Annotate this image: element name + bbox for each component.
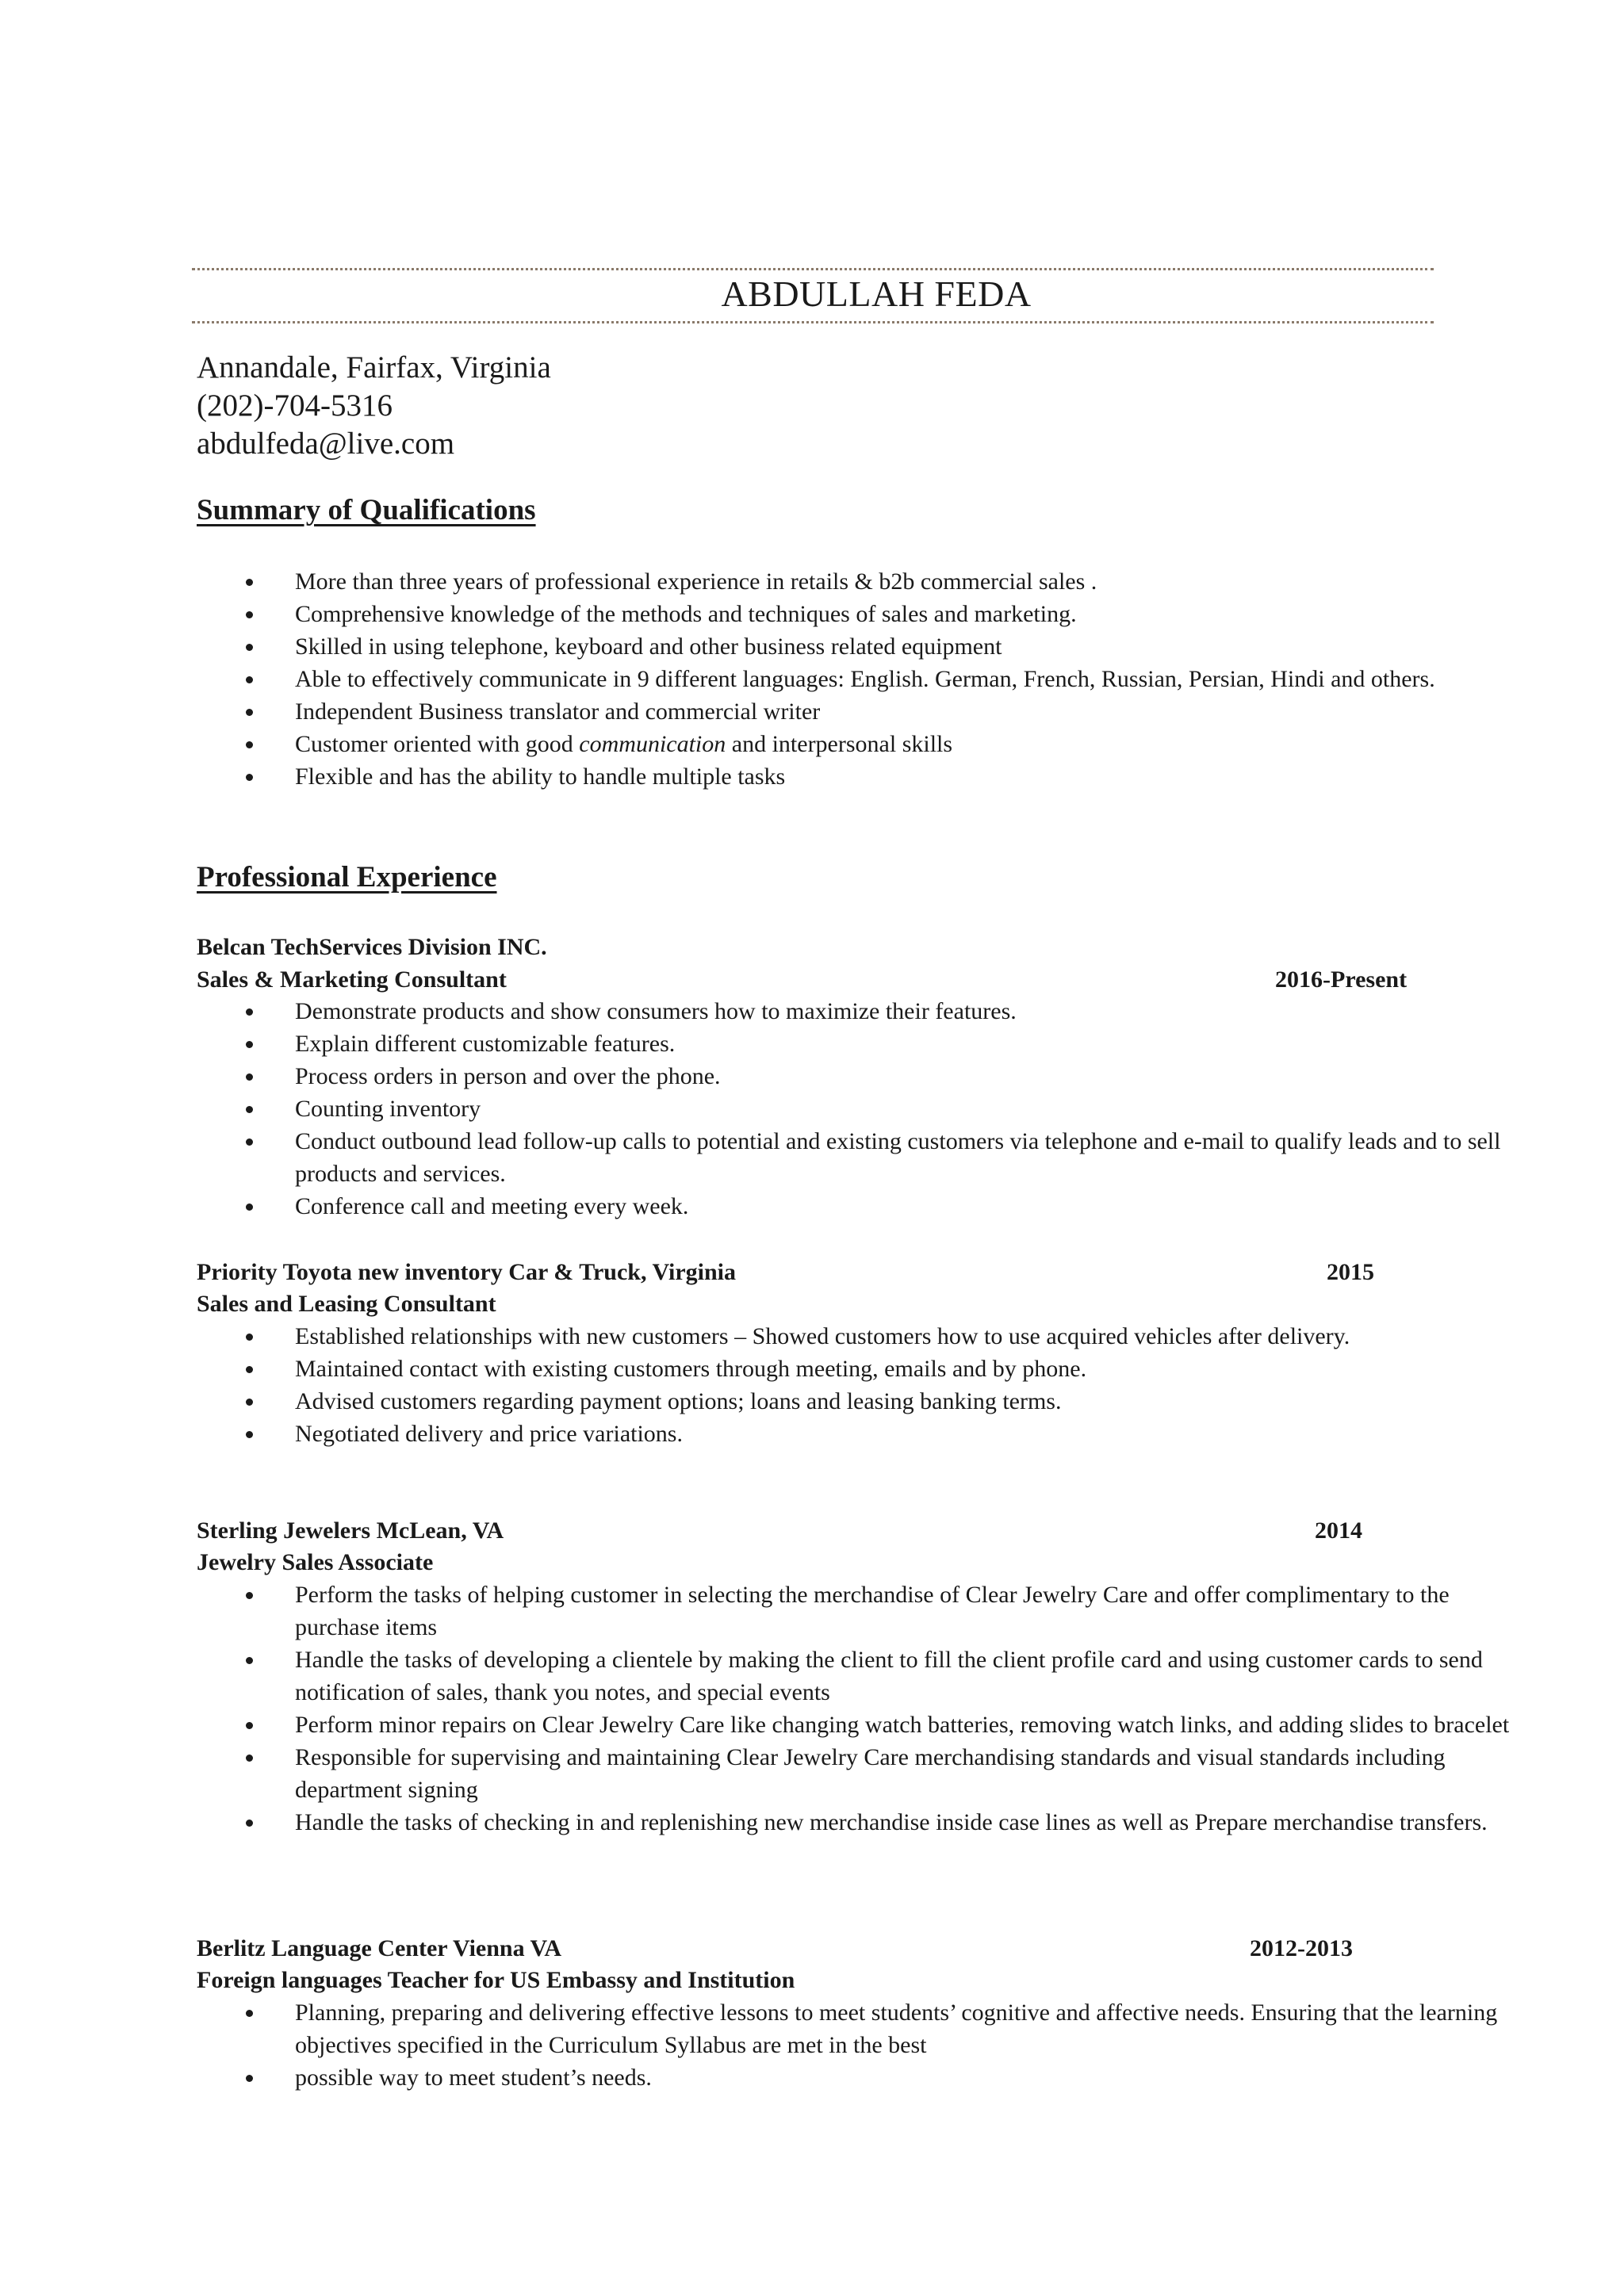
job-bullet: Handle the tasks of developing a clientele by making the client to fill the client profile card and using customer cards to send notification of sales, thank you notes, and special events bbox=[197, 1644, 1513, 1709]
job-bullet: Perform the tasks of helping customer in selecting the merchandise of Clear Jewelry Care and offer complimentary to the purchase items bbox=[197, 1578, 1513, 1644]
contact-phone: (202)-704-5316 bbox=[197, 388, 393, 423]
job-bullets bbox=[197, 1996, 1513, 2094]
job-title: Sales and Leasing Consultant bbox=[197, 1291, 496, 1317]
job-bullet: Handle the tasks of checking in and replenishing new merchandise inside case lines as well as Prepare merchandise transfers. bbox=[197, 1806, 1513, 1839]
summary-item: Able to effectively communicate in 9 different languages: English. German, French, Russian, Persian, Hindi and others. bbox=[197, 663, 1513, 695]
job-company: Berlitz Language Center Vienna VA bbox=[197, 1935, 562, 1961]
summary-item: Customer oriented with good communication and interpersonal skills bbox=[197, 728, 1513, 760]
job-date: 2015 bbox=[1327, 1259, 1374, 1285]
job-bullet: Counting inventory bbox=[197, 1093, 1513, 1125]
experience-heading: Professional Experience bbox=[197, 861, 497, 894]
bullet-icon bbox=[246, 741, 253, 748]
bullet-icon bbox=[246, 1755, 253, 1762]
bullet-icon bbox=[246, 1334, 253, 1341]
bullet-icon bbox=[246, 709, 253, 716]
bullet-icon bbox=[246, 2010, 253, 2017]
contact-email: abdulfeda@live.com bbox=[197, 427, 455, 461]
job-bullet: Maintained contact with existing customers through meeting, emails and by phone. bbox=[197, 1353, 1513, 1385]
job-bullet: Advised customers regarding payment options; loans and leasing banking terms. bbox=[197, 1385, 1513, 1418]
bullet-icon bbox=[246, 1138, 253, 1146]
summary-item: Skilled in using telephone, keyboard and other business related equipment bbox=[197, 630, 1513, 663]
job-bullet: Negotiated delivery and price variations. bbox=[197, 1418, 1513, 1450]
job-bullet: possible way to meet student’s needs. bbox=[197, 2061, 1513, 2094]
bullet-icon bbox=[246, 676, 253, 683]
summary-item: Comprehensive knowledge of the methods and techniques of sales and marketing. bbox=[197, 598, 1513, 630]
header-top-rule bbox=[192, 268, 1434, 270]
job-bullet: Conference call and meeting every week. bbox=[197, 1190, 1513, 1223]
job-bullet: Planning, preparing and delivering effective lessons to meet students’ cognitive and affective needs. Ensuring that the learning objectives specified in the Curriculum Syllabus are met in the best bbox=[197, 1996, 1513, 2061]
summary-list bbox=[197, 565, 1513, 793]
bullet-icon bbox=[246, 644, 253, 651]
job-bullets bbox=[197, 1578, 1513, 1839]
bullet-icon bbox=[246, 1366, 253, 1373]
bullet-icon bbox=[246, 1722, 253, 1729]
job-title: Jewelry Sales Associate bbox=[197, 1549, 434, 1575]
bullet-icon bbox=[246, 579, 253, 586]
bullet-icon bbox=[246, 611, 253, 618]
contact-location: Annandale, Fairfax, Virginia bbox=[197, 350, 551, 385]
job-bullets bbox=[197, 995, 1513, 1223]
bullet-icon bbox=[246, 2075, 253, 2082]
bullet-icon bbox=[246, 1657, 253, 1664]
summary-item: Independent Business translator and commercial writer bbox=[197, 695, 1513, 728]
job-date: 2012-2013 bbox=[1250, 1935, 1353, 1961]
header-bottom-rule bbox=[192, 321, 1434, 323]
job-bullet: Demonstrate products and show consumers how to maximize their features. bbox=[197, 995, 1513, 1027]
summary-item: Flexible and has the ability to handle multiple tasks bbox=[197, 760, 1513, 793]
job-bullet: Responsible for supervising and maintaining Clear Jewelry Care merchandising standards and visual standards including department signing bbox=[197, 1741, 1513, 1806]
job-date: 2016-Present bbox=[1275, 966, 1408, 993]
job-company: Sterling Jewelers McLean, VA bbox=[197, 1517, 504, 1544]
job-bullet: Explain different customizable features. bbox=[197, 1027, 1513, 1060]
job-title: Sales & Marketing Consultant bbox=[197, 966, 507, 993]
bullet-icon bbox=[246, 1073, 253, 1081]
job-bullets bbox=[197, 1320, 1513, 1450]
job-company: Priority Toyota new inventory Car & Truck, Virginia bbox=[197, 1259, 736, 1285]
bullet-icon bbox=[246, 1592, 253, 1599]
candidate-name: ABDULLAH FEDA bbox=[721, 274, 1032, 314]
bullet-icon bbox=[246, 1203, 253, 1211]
job-bullet: Conduct outbound lead follow-up calls to potential and existing customers via telephone and e-mail to qualify leads and to sell products and services. bbox=[197, 1125, 1513, 1190]
bullet-icon bbox=[246, 1431, 253, 1438]
bullet-icon bbox=[246, 1008, 253, 1016]
bullet-icon bbox=[246, 1041, 253, 1048]
bullet-icon bbox=[246, 774, 253, 781]
job-date: 2014 bbox=[1315, 1517, 1362, 1544]
bullet-icon bbox=[246, 1106, 253, 1113]
job-bullet: Process orders in person and over the phone. bbox=[197, 1060, 1513, 1093]
job-bullet: Perform minor repairs on Clear Jewelry Care like changing watch batteries, removing watch links, and adding slides to bracelet bbox=[197, 1709, 1513, 1741]
summary-heading: Summary of Qualifications bbox=[197, 494, 536, 526]
job-title: Foreign languages Teacher for US Embassy and Institution bbox=[197, 1967, 795, 1993]
summary-item: More than three years of professional experience in retails & b2b commercial sales . bbox=[197, 565, 1513, 598]
bullet-icon bbox=[246, 1820, 253, 1827]
job-bullet: Established relationships with new customers – Showed customers how to use acquired vehicles after delivery. bbox=[197, 1320, 1513, 1353]
contact-block bbox=[197, 349, 551, 463]
bullet-icon bbox=[246, 1399, 253, 1406]
job-company: Belcan TechServices Division INC. bbox=[197, 934, 547, 960]
